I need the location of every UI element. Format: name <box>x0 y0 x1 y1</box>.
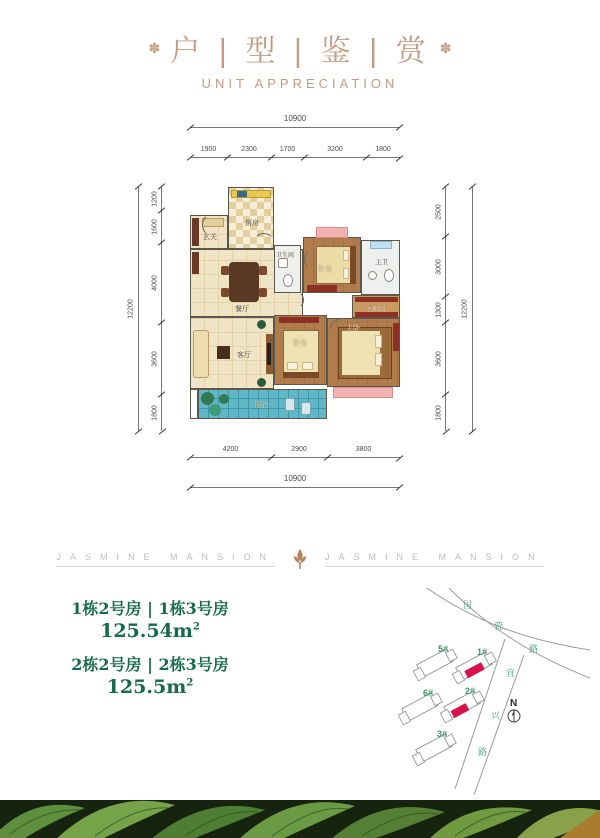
dim-segment: 2900 <box>271 446 327 458</box>
dim-segment: 1900 <box>190 146 227 158</box>
door-arc <box>304 249 324 269</box>
plant-icon <box>219 394 229 404</box>
door-arc <box>286 291 304 309</box>
building-label: 6# <box>423 688 434 698</box>
dim-bottom-total: 10900 <box>190 474 400 488</box>
room-master-bedroom: 主卧 <box>327 318 400 387</box>
dim-segment: 3600 <box>148 323 162 395</box>
dim-segment: 4000 <box>148 243 162 323</box>
washer <box>278 258 288 268</box>
pillow <box>343 268 349 279</box>
wardrobe <box>355 297 398 302</box>
room-bathroom: 卫生间 <box>274 245 301 293</box>
unit-name: 1栋2号房 | 1栋3号房 <box>71 599 229 618</box>
utility-platform <box>190 389 198 419</box>
dining-chair <box>221 288 229 297</box>
watermark-text: JASMINE MANSION <box>325 552 544 567</box>
door-arc <box>254 233 274 253</box>
dim-right-total: 12200 <box>458 187 473 431</box>
dim-left-segments <box>148 187 162 431</box>
coffee-table <box>217 346 230 359</box>
dim-segment: 3200 <box>304 146 366 158</box>
dining-chair <box>259 266 267 275</box>
road-name-char: 路 <box>529 644 539 654</box>
page-header <box>0 26 600 91</box>
plant-icon <box>201 392 214 405</box>
headboard <box>283 372 319 378</box>
room-cloakroom: 衣帽间 <box>352 295 400 318</box>
dining-chair <box>221 266 229 275</box>
wardrobe <box>393 323 399 351</box>
plant-icon <box>209 404 221 416</box>
watermark-band <box>0 548 600 570</box>
room-living: 客厅 <box>190 317 274 389</box>
dim-segment: 2300 <box>227 146 271 158</box>
dim-segment: 2500 <box>432 187 446 237</box>
page-subtitle: UNIT APPRECIATION <box>201 76 399 91</box>
plant-icon <box>257 378 266 387</box>
room-master-bath: 主卫 <box>361 240 400 295</box>
dim-segment: 1700 <box>271 146 304 158</box>
building-label: 5# <box>438 644 449 654</box>
dining-table <box>229 262 259 302</box>
dim-segment: 3600 <box>432 323 446 395</box>
dim-segment: 1800 <box>366 146 400 158</box>
dim-segment: 1300 <box>432 297 446 323</box>
pillow <box>343 250 349 261</box>
balcony-chair <box>285 398 295 411</box>
watermark-text: JASMINE MANSION <box>56 552 275 567</box>
road-name-char: 瓷 <box>494 621 504 631</box>
unit-block <box>30 596 270 642</box>
room-balcony: 阳台 <box>198 389 327 419</box>
wardrobe <box>307 285 337 292</box>
room-kitchen: 厨房 <box>228 187 274 249</box>
building-3 <box>410 731 457 765</box>
north-arrow-icon <box>508 698 520 722</box>
dining-chair <box>259 288 267 297</box>
plant-icon <box>257 320 266 329</box>
floorplan-drawing <box>190 187 400 431</box>
unit-area: $125.5m^2$ <box>106 676 194 698</box>
road-name-char: 宜 <box>506 668 516 678</box>
flower-ornament-icon: ✽ <box>148 40 161 56</box>
title-row <box>0 26 600 70</box>
site-roads <box>424 588 590 795</box>
toilet-icon <box>384 269 394 282</box>
balcony-chair <box>301 402 311 415</box>
dim-right-segments <box>432 187 446 431</box>
leaf-banner-art <box>0 800 600 838</box>
sideboard <box>192 252 199 274</box>
pillow <box>375 353 382 366</box>
bay-window <box>316 227 348 238</box>
headboard <box>350 246 356 284</box>
site-plan <box>372 588 590 802</box>
dim-left-total: 12200 <box>124 187 139 431</box>
dim-segment: 3000 <box>432 237 446 297</box>
window <box>370 241 392 249</box>
road-name-char: 路 <box>478 747 488 757</box>
building-2 <box>438 688 485 722</box>
dim-segment: 1800 <box>432 395 446 431</box>
room-bedroom3: 卧室 <box>274 315 327 385</box>
building-label: 2# <box>465 686 476 696</box>
tv <box>267 343 271 365</box>
dim-segment: 1600 <box>148 211 162 243</box>
pillow <box>375 335 382 348</box>
dim-top-segments <box>190 146 400 158</box>
svg-text:N: N <box>510 698 518 709</box>
dim-segment: 3800 <box>327 446 400 458</box>
room-dining: 餐厅 <box>190 249 303 317</box>
sofa <box>193 330 209 378</box>
pillow <box>302 362 313 370</box>
unit-area: $125.54m^2$ <box>100 620 200 642</box>
building-5 <box>411 646 458 680</box>
shoe-cabinet <box>192 218 199 246</box>
bay-window <box>333 387 393 398</box>
building-6 <box>396 690 443 724</box>
leaf-banner <box>0 800 600 838</box>
road-name-char: 兴 <box>491 711 501 721</box>
page-title: 户 | 型 | 鉴 | 赏 <box>170 34 430 69</box>
building-label: 3# <box>437 729 448 739</box>
sink-icon <box>368 271 377 280</box>
building-label: 1# <box>477 647 488 657</box>
dim-segment: 1200 <box>148 187 162 211</box>
dim-segment: 1800 <box>148 395 162 431</box>
unit-name: 2栋2号房 | 2栋3号房 <box>71 655 229 674</box>
kitchen-sink <box>237 191 247 197</box>
building-1 <box>450 649 497 683</box>
dim-bottom-segments <box>190 446 400 458</box>
room-bedroom2: 卧室 <box>303 237 361 293</box>
flower-ornament-icon: ✽ <box>439 40 452 56</box>
pillow <box>287 362 298 370</box>
jasmine-logo-icon <box>291 548 309 570</box>
door-arc <box>202 213 226 237</box>
toilet-icon <box>283 274 293 287</box>
unit-block <box>30 652 270 698</box>
unit-info <box>30 596 270 698</box>
wardrobe <box>279 317 319 323</box>
room-foyer: 玄关 <box>190 215 228 249</box>
road-name-char: 国 <box>463 600 473 610</box>
dim-top-total: 10900 <box>190 114 400 128</box>
dim-segment: 4200 <box>190 446 271 458</box>
